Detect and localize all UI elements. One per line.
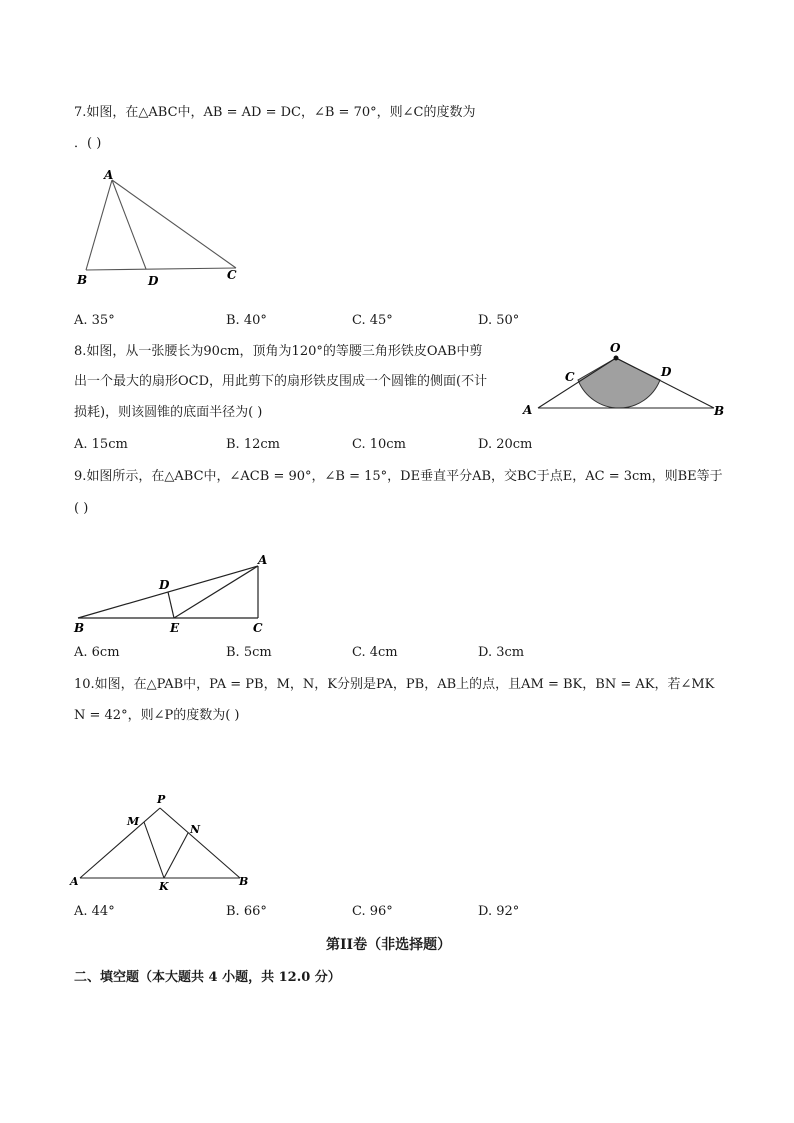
q8-label-c: C (565, 370, 575, 384)
q8-label-a: A (523, 403, 533, 417)
q10-label-p: P (157, 793, 166, 806)
q9-option-c[interactable]: C. 4cm (352, 645, 398, 660)
q9-figure (70, 552, 270, 638)
q8-option-b[interactable]: B. 12cm (226, 437, 280, 452)
q7-segment-ab (86, 180, 112, 270)
q8-label-b: B (714, 404, 725, 418)
q8-stem-line2: 出一个最大的扇形OCD，用此剪下的扇形铁皮围成一个圆锥的侧面(不计 (74, 374, 488, 389)
q7-segment-ac (112, 180, 236, 268)
q9-label-e: E (170, 621, 180, 635)
q10-segment-pa (80, 808, 160, 878)
q9-option-d[interactable]: D. 3cm (478, 645, 525, 660)
q8-option-a[interactable]: A. 15cm (74, 437, 128, 452)
q10-stem-line2: N = 42°，则∠P的度数为( ) (74, 708, 240, 723)
q10-option-a[interactable]: A. 44° (74, 904, 115, 919)
q7-option-c[interactable]: C. 45° (352, 313, 393, 328)
q9-option-b[interactable]: B. 5cm (226, 645, 272, 660)
q8-option-d[interactable]: D. 20cm (478, 437, 533, 452)
q10-label-k: K (159, 880, 169, 893)
q7-segment-ad (112, 180, 146, 269)
q8-point-o (614, 356, 619, 361)
q7-label-d: D (148, 274, 159, 288)
q7-option-b[interactable]: B. 40° (226, 313, 267, 328)
fill-in-section-title: 二、填空题（本大题共 4 小题，共 12.0 分） (74, 970, 341, 985)
q10-segment-nk (164, 833, 188, 878)
q7-label-a: A (104, 168, 114, 182)
q10-segment-mk (144, 822, 164, 878)
q8-option-c[interactable]: C. 10cm (352, 437, 406, 452)
q7-segment-bc (86, 268, 236, 270)
q10-option-b[interactable]: B. 66° (226, 904, 267, 919)
q7-option-d[interactable]: D. 50° (478, 313, 520, 328)
q7-label-c: C (227, 268, 237, 282)
q10-label-n: N (190, 823, 201, 836)
q10-figure (66, 790, 262, 894)
q10-option-c[interactable]: C. 96° (352, 904, 393, 919)
q8-label-o: O (610, 341, 621, 355)
q9-segment-de (168, 592, 174, 618)
q7-stem-line2: ．( ) (74, 136, 102, 151)
q8-figure (518, 338, 728, 424)
q10-label-a: A (70, 875, 79, 888)
q7-label-b: B (77, 273, 88, 287)
q9-label-a: A (258, 553, 268, 567)
q9-label-d: D (159, 578, 170, 592)
q10-label-m: M (127, 815, 140, 828)
q8-stem-line1: 8.如图，从一张腰长为90cm，顶角为120°的等腰三角形铁皮OAB中剪 (74, 344, 483, 359)
part-ii-title: 第II卷（非选择题） (326, 937, 452, 953)
q10-segment-pb (160, 808, 240, 878)
q9-stem-line2: ( ) (74, 501, 89, 516)
q7-stem-line1: 7.如图，在△ABC中，AB = AD = DC，∠B = 70°，则∠C的度数为 (74, 105, 476, 120)
q10-label-b: B (239, 875, 249, 888)
q7-option-a[interactable]: A. 35° (74, 313, 115, 328)
q7-figure (74, 168, 254, 290)
q10-stem-line1: 10.如图，在△PAB中，PA = PB，M，N，K分别是PA，PB，AB上的点，且AM = BK，BN = AK，若∠MK (74, 677, 715, 692)
q9-label-b: B (74, 621, 85, 635)
q10-option-d[interactable]: D. 92° (478, 904, 520, 919)
q9-option-a[interactable]: A. 6cm (74, 645, 120, 660)
q8-stem-line3: 损耗)，则该圆锥的底面半径为( ) (74, 405, 263, 420)
q8-sector-ocd (578, 358, 660, 408)
q8-label-d: D (661, 365, 672, 379)
q9-label-c: C (253, 621, 263, 635)
q9-stem-line1: 9.如图所示，在△ABC中，∠ACB = 90°，∠B = 15°，DE垂直平分AB，交BC于点E，AC = 3cm，则BE等于 (74, 469, 723, 484)
q9-segment-ae (174, 566, 258, 618)
